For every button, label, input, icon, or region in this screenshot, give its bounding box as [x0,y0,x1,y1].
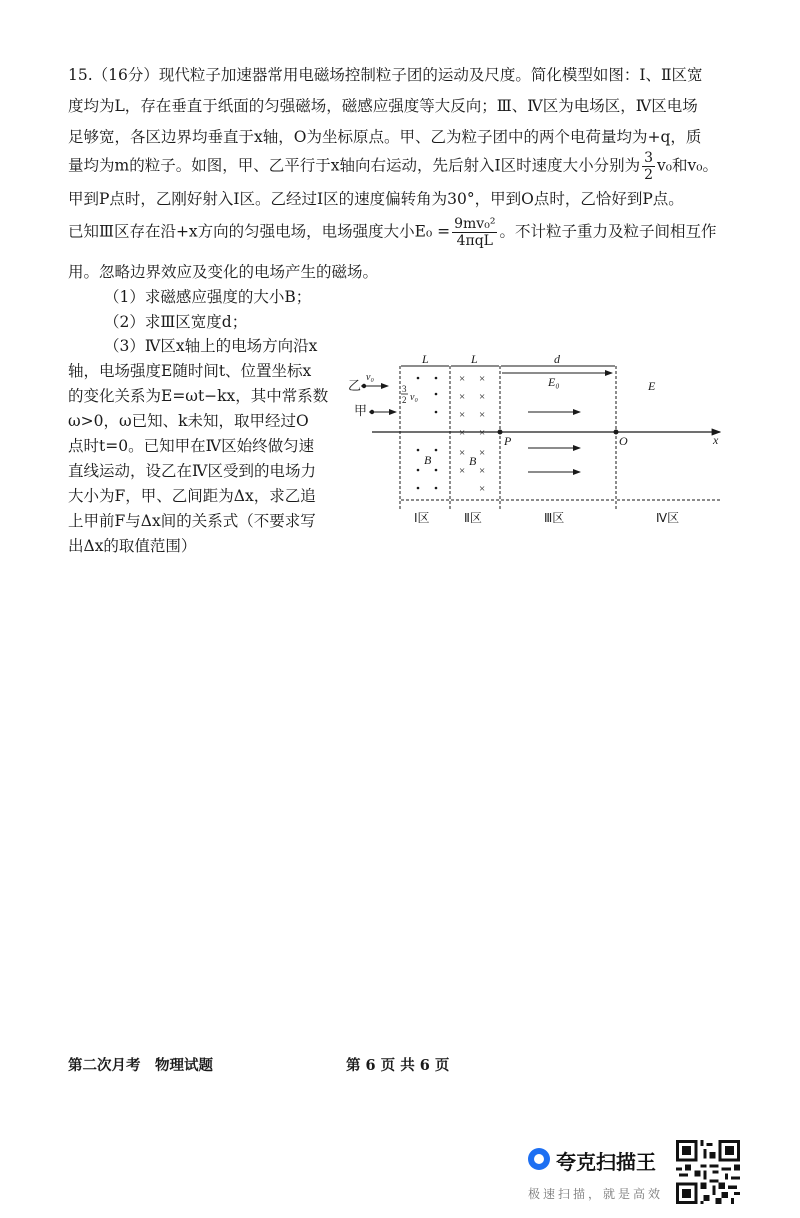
question-3-line: 直线运动，设乙在Ⅳ区受到的电场力 [68,462,316,480]
label-jia: 甲 [354,403,368,418]
problem-line-4-text: 量均为m的粒子。如图，甲、乙平行于x轴向右运动，先后射入Ⅰ区时速度大小分别为 [68,156,641,175]
label-jia-velocity-den: 2 [402,395,407,405]
question-3-line: 上甲前F与Δx间的关系式（不要求写 [68,512,316,530]
question-3-line: 大小为F，甲、乙间距为Δx，求乙追 [68,487,316,505]
problem-line-1: 15.（16分）现代粒子加速器常用电磁场控制粒子团的运动及尺度。简化模型如图：Ⅰ、Ⅱ区宽 [68,66,703,84]
question-3-line: 轴，电场强度E随时间t、位置坐标x [68,362,312,380]
label-zone-3: Ⅲ区 [544,511,565,525]
fraction-denominator: 4πqL [456,233,493,249]
region-1-field-dots [417,377,438,490]
scanner-brand: 夸克扫描王 [556,1150,656,1174]
label-B-region-1: B [424,453,432,467]
question-3-line: ω>0，ω已知、k未知，取甲经过O [68,412,309,430]
problem-line-6 [68,216,716,249]
particle-jia [370,410,374,414]
problem-line-7: 用。忽略边界效应及变化的电场产生的磁场。 [68,263,379,281]
svg-text:×: × [479,373,486,385]
label-x-axis: x [713,433,719,447]
label-v0: v₀ [366,372,374,383]
footer-page-number: 第 6 页 共 6 页 [346,1057,450,1074]
svg-text:×: × [459,465,466,477]
label-jia-velocity-v0: v₀ [410,392,418,403]
problem-line-2: 度均为L，存在垂直于纸面的匀强磁场，磁感应强度等大反向；Ⅲ、Ⅳ区为电场区，Ⅳ区电场 [68,97,698,115]
label-width-d: d [554,352,560,366]
svg-text:×: × [479,447,486,459]
question-3-line: 点时t=0。已知甲在Ⅳ区始终做匀速 [68,437,315,455]
label-zone-2: Ⅱ区 [464,511,482,525]
point-P [498,430,503,435]
question-1: （1）求磁感应强度的大小B； [104,288,312,306]
field-regions-diagram [344,352,728,528]
svg-text:×: × [479,391,486,403]
fraction-field-strength [452,216,497,249]
problem-line-4-tail: v₀和v₀。 [657,156,718,175]
label-zone-1: Ⅰ区 [414,511,430,525]
question-3-line: 出Δx的取值范围） [68,537,197,555]
problem-line-5: 甲到P点时，乙刚好射入Ⅰ区。乙经过Ⅰ区的速度偏转角为30°，甲到O点时，乙恰好到P点。 [68,190,684,208]
qr-code-icon [676,1140,740,1204]
svg-text:×: × [459,427,466,439]
label-width-L1: L [422,352,429,366]
label-zone-4: Ⅳ区 [656,511,680,525]
label-O: O [619,434,628,448]
svg-text:×: × [459,447,466,459]
fraction-numerator: 9mv₀² [454,216,496,232]
fraction-numerator: 3 [644,150,653,166]
label-P: P [504,434,512,448]
footer-exam-title: 第二次月考 物理试题 [68,1057,213,1074]
svg-text:×: × [459,391,466,403]
region-2-field-crosses [459,373,485,495]
svg-text:×: × [459,373,466,385]
label-E0: E₀ [548,375,560,389]
scanner-logo-icon [528,1148,550,1170]
fraction-three-halves [642,150,655,183]
question-3 [68,334,340,559]
problem-line-3: 足够宽，各区边界均垂直于x轴，O为坐标原点。甲、乙为粒子团中的两个电荷量均为+q，质 [68,128,702,146]
label-B-region-2: B [469,454,477,468]
scanner-tagline: 极速扫描，就是高效 [528,1187,664,1201]
svg-text:×: × [479,483,486,495]
dimension-arrows [401,366,720,500]
point-O [614,430,619,435]
svg-text:×: × [479,409,486,421]
svg-text:×: × [479,465,486,477]
particle-yi [362,384,366,388]
label-E: E [648,379,656,393]
label-jia-velocity-num: 3 [402,384,407,394]
svg-text:×: × [479,427,486,439]
problem-line-6-text: 已知Ⅲ区存在沿+x方向的匀强电场，电场强度大小E₀ = [68,222,451,241]
fraction-denominator: 2 [644,167,653,183]
label-width-L2: L [471,352,478,366]
problem-line-4 [68,150,718,183]
question-3-line: 的变化关系为E=ωt−kx，其中常系数 [68,387,329,405]
question-2: （2）求Ⅲ区宽度d； [104,313,248,331]
svg-text:×: × [459,409,466,421]
label-yi: 乙 [348,378,362,393]
problem-line-6-tail: 。不计粒子重力及粒子间相互作 [499,222,717,241]
question-3-line: （3）Ⅳ区x轴上的电场方向沿x [104,337,318,355]
